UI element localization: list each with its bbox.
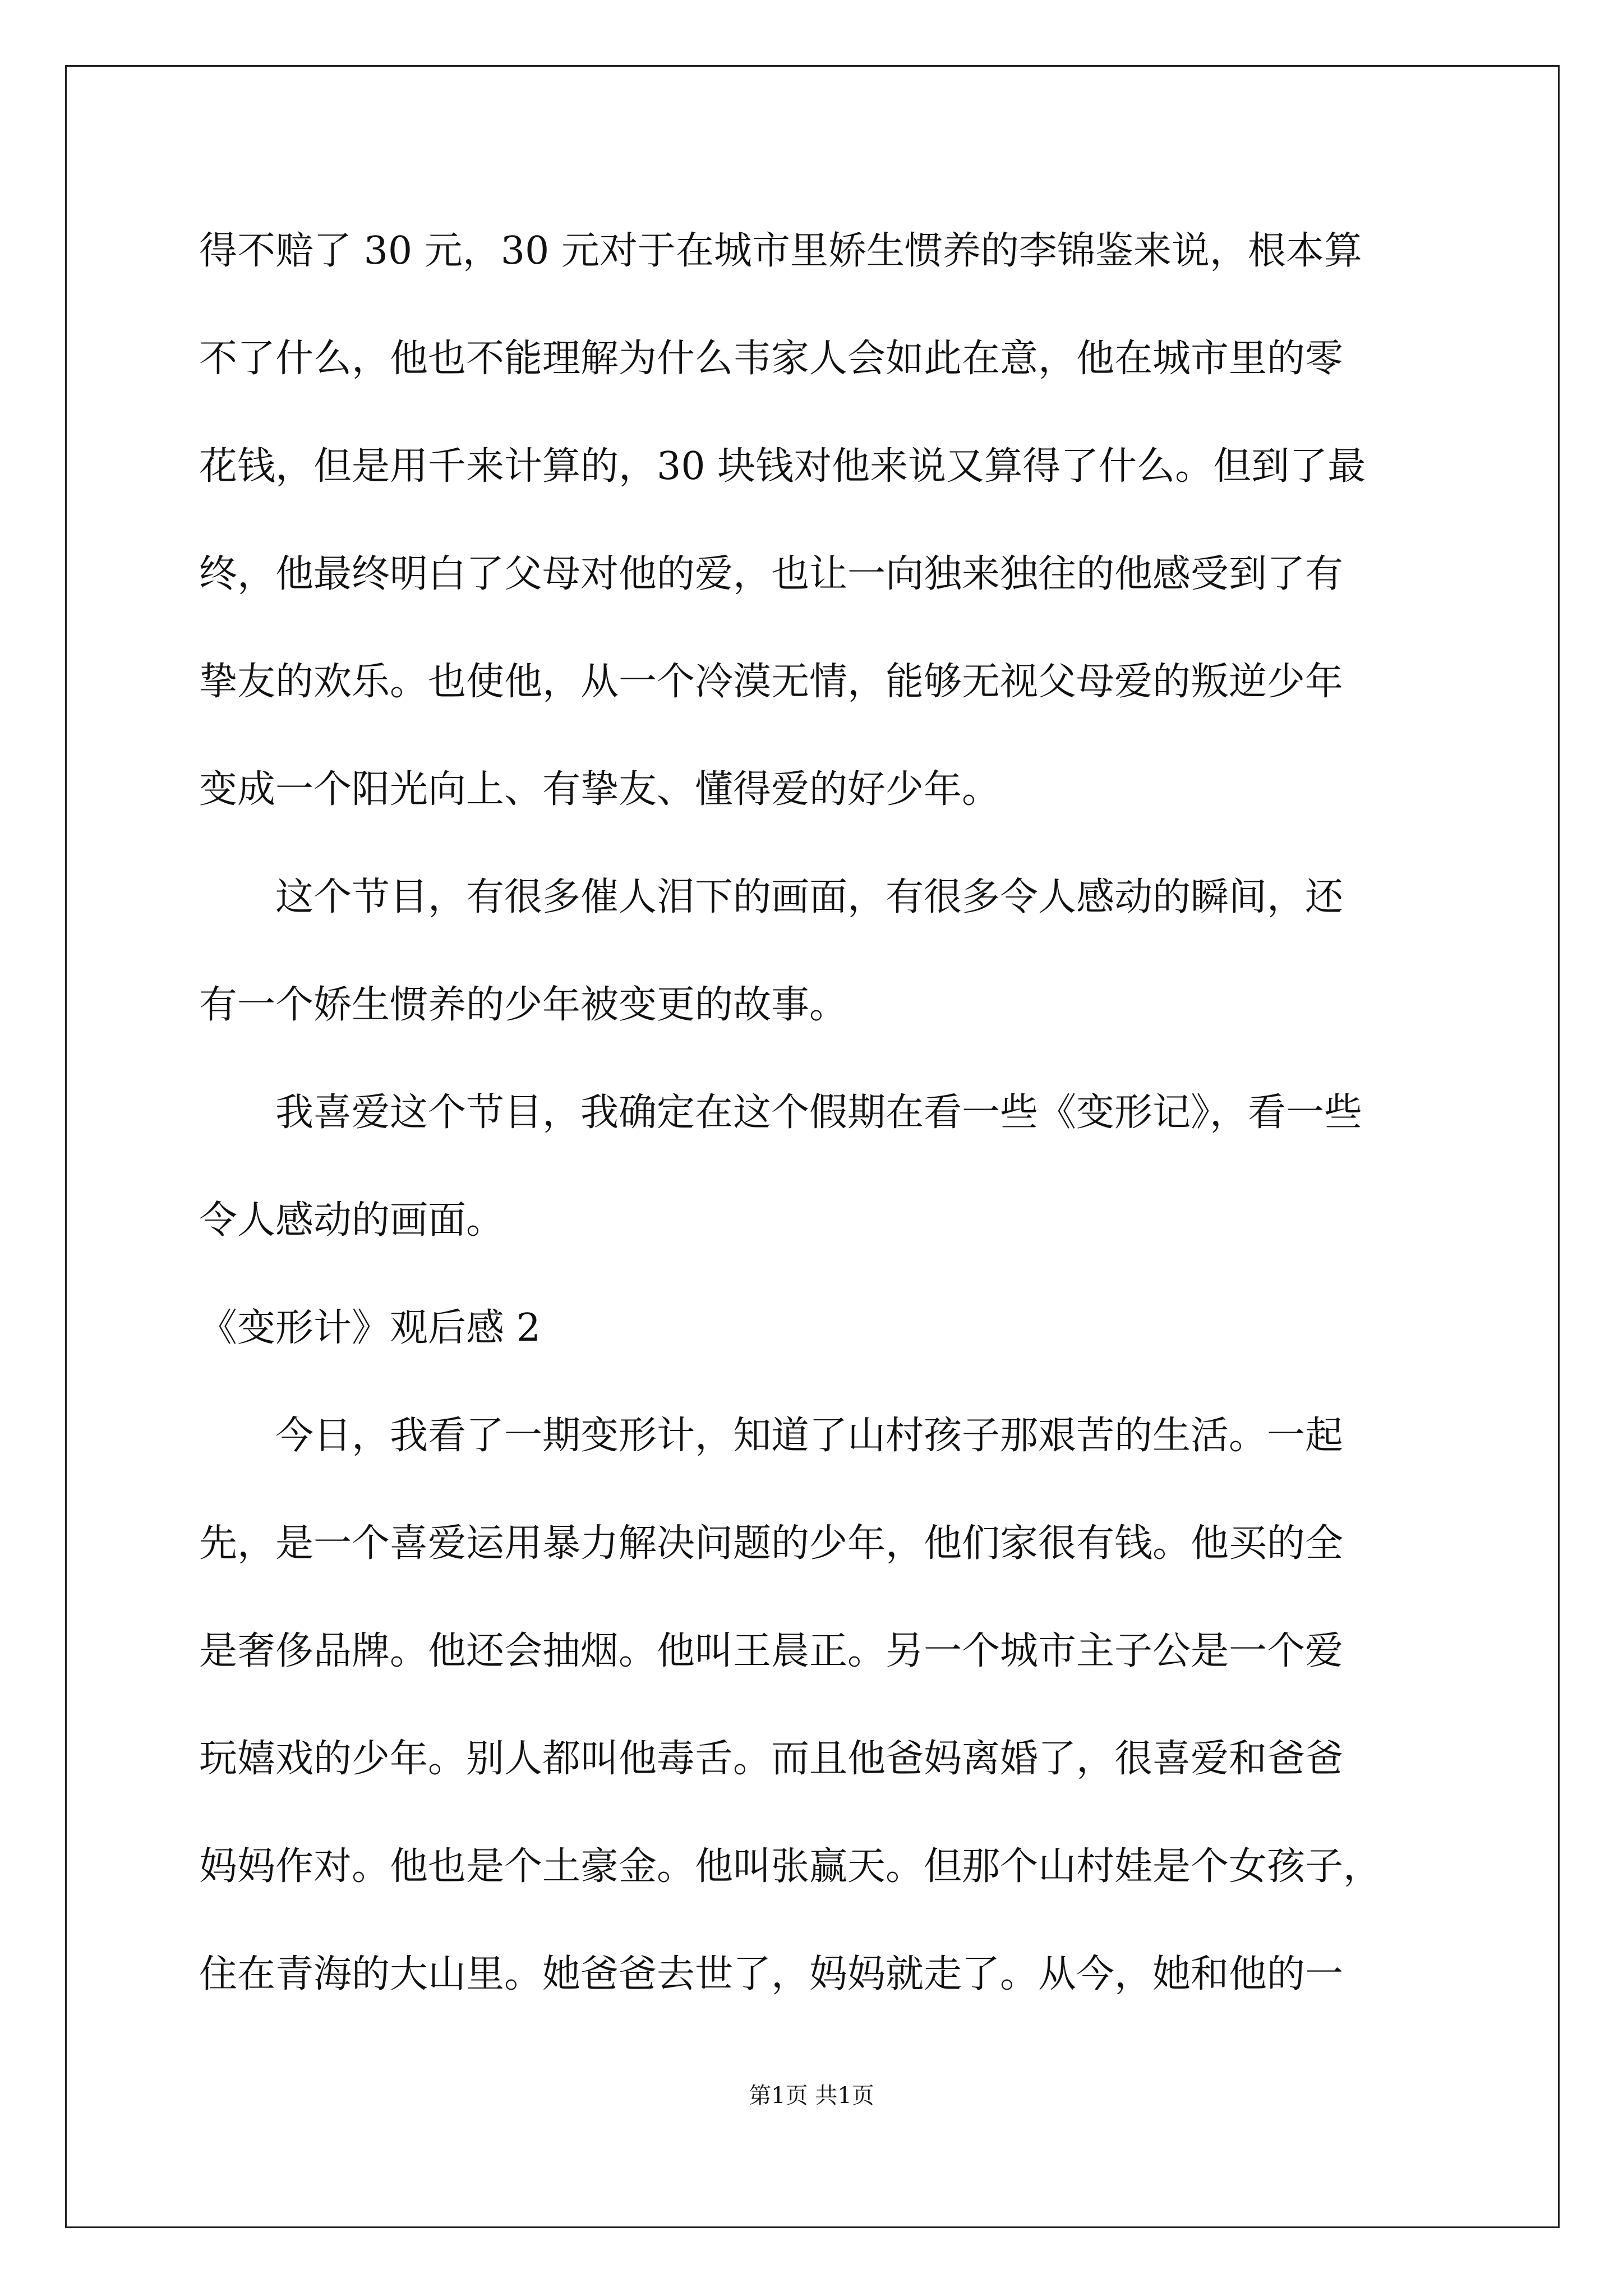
text-line: 挚友的欢乐。也使他，从一个冷漠无情，能够无视父母爱的叛逆少年 — [199, 660, 1344, 704]
text-line: 变成一个阳光向上、有挚友、懂得爱的好少年。 — [199, 767, 1000, 812]
text-line: 妈妈作对。他也是个土豪金。他叫张赢天。但那个山村娃是个女孩子， — [199, 1844, 1382, 1889]
text-line: 得不赔了 30 元，30 元对于在城市里娇生惯养的李锦鉴来说，根本算 — [199, 229, 1362, 273]
text-line: 令人感动的画面。 — [199, 1198, 505, 1243]
section-heading: 《变形计》观后感 2 — [199, 1306, 541, 1350]
page-footer: 第1页 共1页 — [749, 2083, 874, 2109]
text-line: 这个节目，有很多催人泪下的画面，有很多令人感动的瞬间，还 — [275, 875, 1344, 919]
text-line: 有一个娇生惯养的少年被变更的故事。 — [199, 983, 848, 1027]
text-line: 是奢侈品牌。他还会抽烟。他叫王晨正。另一个城市主子公是一个爱 — [199, 1629, 1344, 1673]
text-line: 花钱，但是用千来计算的，30 块钱对他来说又算得了什么。但到了最 — [199, 444, 1366, 489]
text-line: 先，是一个喜爱运用暴力解决问题的少年，他们家很有钱。他买的全 — [199, 1521, 1344, 1566]
text-line: 不了什么，他也不能理解为什么韦家人会如此在意，他在城市里的零 — [199, 337, 1344, 381]
text-line: 住在青海的大山里。她爸爸去世了，妈妈就走了。从今，她和他的一 — [199, 1952, 1344, 1996]
text-line: 今日，我看了一期变形计，知道了山村孩子那艰苦的生活。一起 — [275, 1414, 1344, 1458]
text-line: 我喜爱这个节目，我确定在这个假期在看一些《变形记》，看一些 — [275, 1091, 1363, 1135]
text-line: 终，他最终明白了父母对他的爱，也让一向独来独往的他感受到了有 — [199, 552, 1344, 596]
text-line: 玩嬉戏的少年。别人都叫他毒舌。而且他爸妈离婚了，很喜爱和爸爸 — [199, 1737, 1344, 1781]
